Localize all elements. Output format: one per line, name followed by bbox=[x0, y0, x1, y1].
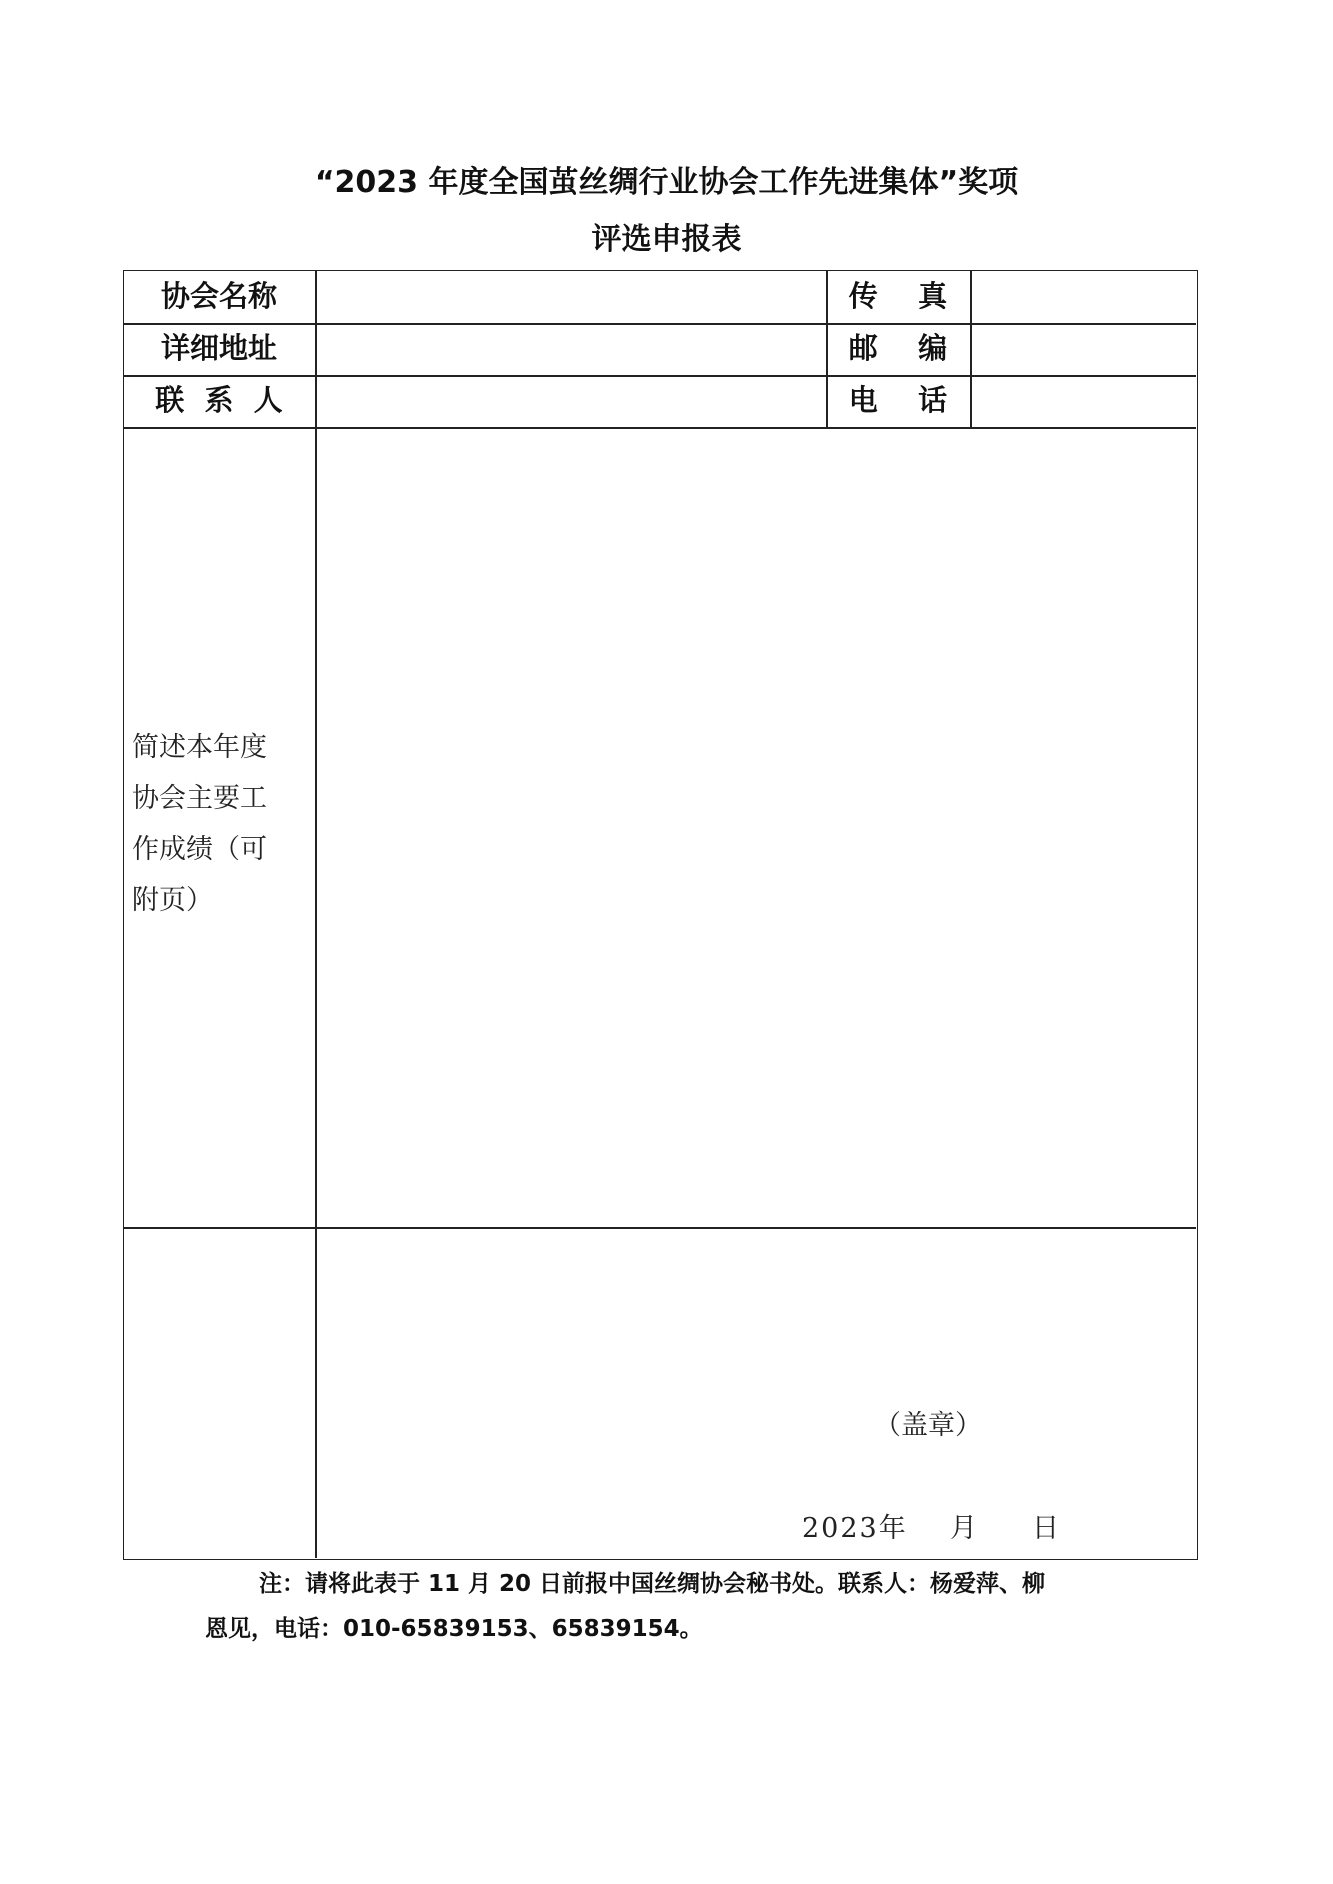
fax-label: 传 真 bbox=[848, 279, 948, 313]
work-summary-field[interactable] bbox=[316, 428, 1196, 1224]
postcode-label: 邮 编 bbox=[848, 331, 948, 365]
contact-person-field[interactable] bbox=[316, 376, 824, 426]
phone-field[interactable] bbox=[971, 376, 1197, 426]
submission-note: 注：请将此表于 11 月 20 日前报中国丝绸协会秘书处。联系人：杨爱萍、柳 bbox=[259, 1571, 1046, 1597]
document-title: “2023 年度全国茧丝绸行业协会工作先进集体”奖项 bbox=[314, 165, 1019, 200]
submission-note-contact: 恩见，电话：010-65839153、65839154。 bbox=[205, 1616, 703, 1642]
seal-area[interactable] bbox=[316, 1228, 1196, 1556]
seal-label: （盖章） bbox=[874, 1410, 982, 1441]
postcode-field[interactable] bbox=[971, 324, 1197, 374]
address-label: 详细地址 bbox=[160, 331, 277, 365]
contact-person-label: 联 系 人 bbox=[155, 383, 283, 417]
association-name-field[interactable] bbox=[316, 272, 824, 322]
document-subtitle: 评选申报表 bbox=[591, 222, 742, 257]
phone-label: 电 话 bbox=[848, 383, 948, 417]
work-summary-label: 简述本年度 协会主要工 作成绩（可 附页） bbox=[132, 732, 267, 916]
association-name-label: 协会名称 bbox=[160, 279, 277, 313]
fax-field[interactable] bbox=[971, 272, 1197, 322]
date-label: 2023年 月 日 bbox=[802, 1513, 1061, 1544]
address-field[interactable] bbox=[316, 324, 824, 374]
